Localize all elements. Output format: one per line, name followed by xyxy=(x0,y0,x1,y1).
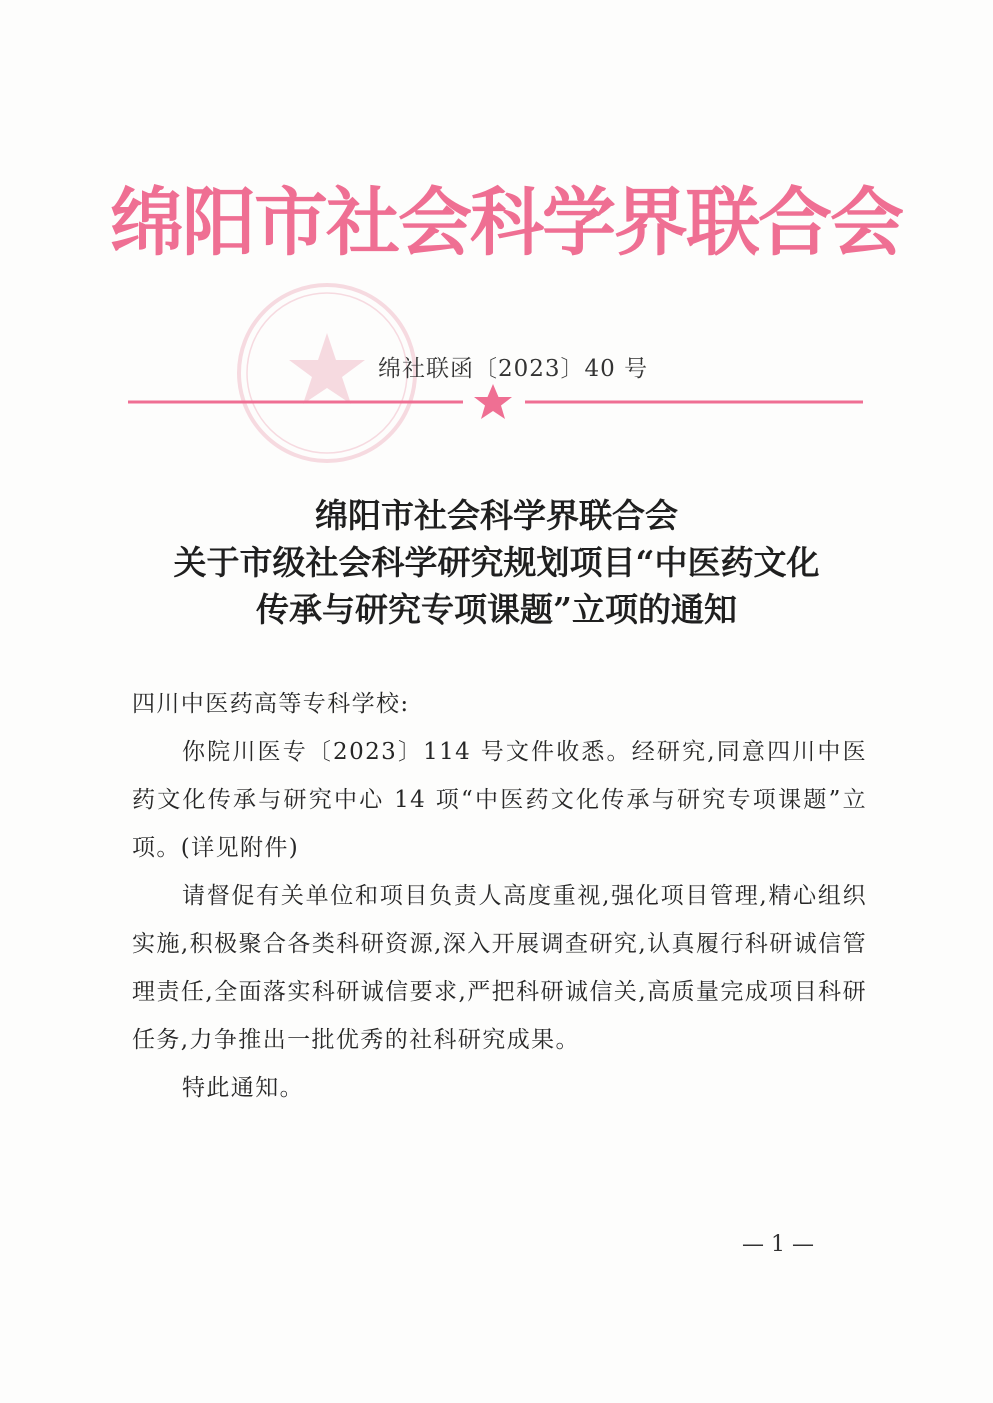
closing-line: 特此通知。 xyxy=(182,1075,304,1101)
page-number: — 1 — xyxy=(742,1232,814,1257)
notice-title xyxy=(100,492,893,633)
header-divider xyxy=(128,380,863,430)
body-paragraph-2: 请督促有关单位和项目负责人高度重视,强化项目管理,精心组织实施,积极聚合各类科研资源,深入开展调查研究,认真履行科研诚信管理责任,全面落实科研诚信要求,严把科研诚信关,高质量完成项目科研任务,力争推出一批优秀的社科研究成果。 xyxy=(132,883,867,1053)
title-line-1: 绵阳市社会科学界联合会 xyxy=(315,496,678,535)
star-icon xyxy=(474,384,512,419)
body-paragraph-1: 你院川医专〔2023〕114 号文件收悉。经研究,同意四川中医药文化传承与研究中心 14 项“中医药文化传承与研究专项课题”立项。(详见附件) xyxy=(132,739,867,861)
title-line-3: 传承与研究专项课题”立项的通知 xyxy=(256,590,737,629)
notice-body xyxy=(132,680,867,1112)
document-number: 绵社联函〔2023〕40 号 xyxy=(378,356,649,382)
organization-header: 绵阳市社会科学界联合会 xyxy=(110,180,902,266)
title-line-2: 关于市级社会科学研究规划项目“中医药文化 xyxy=(173,543,820,582)
salutation: 四川中医药高等专科学校: xyxy=(132,691,410,717)
